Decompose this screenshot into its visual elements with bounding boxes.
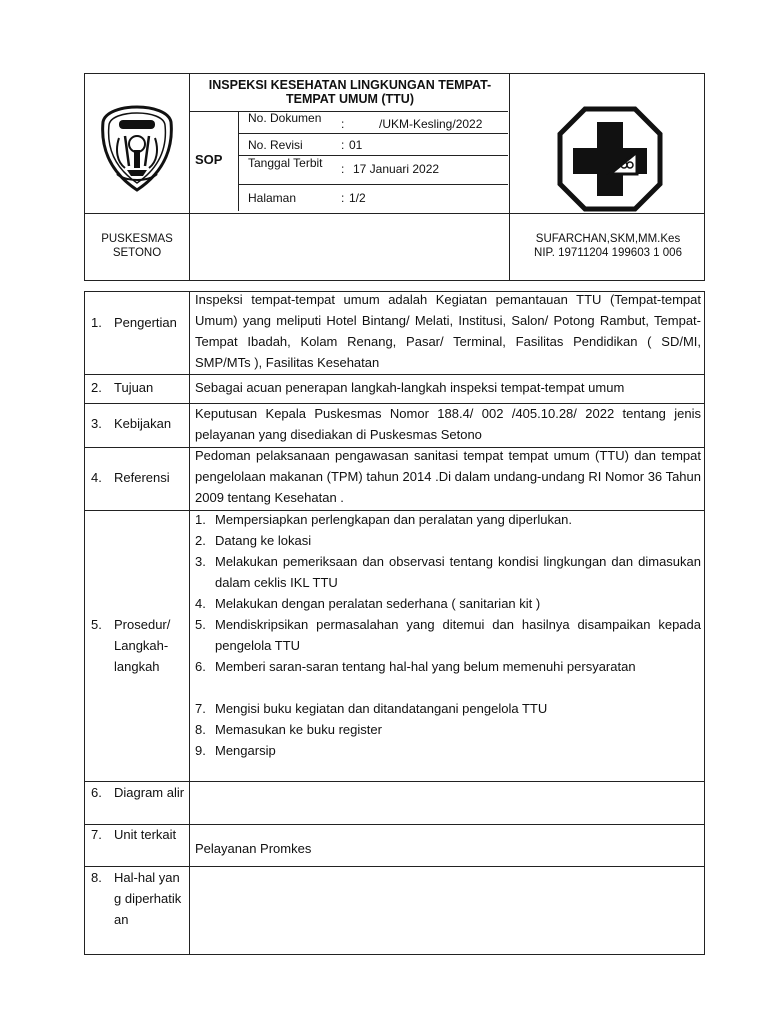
section-number: 8. (91, 870, 102, 885)
section-number: 1. (91, 315, 102, 330)
section-content-related-unit: Pelayanan Promkes (195, 841, 312, 856)
section-number: 7. (91, 827, 102, 842)
meta-value-revision: 01 (349, 138, 363, 152)
meta-separator: : (341, 191, 345, 205)
meta-value-issue-date: 17 Januari 2022 (353, 162, 440, 176)
procedure-step-text: Mengarsip (215, 743, 276, 758)
section-number: 6. (91, 785, 102, 800)
section-title: Pengertian (114, 315, 177, 330)
section-title: Tujuan (114, 380, 154, 395)
signer-name: SUFARCHAN,SKM,MM.Kes (535, 233, 681, 245)
procedure-step-text: Mengisi buku kegiatan dan ditandatangani pengelola TTU (215, 701, 548, 716)
section-title: Kebijakan (114, 416, 172, 431)
section-number: 4. (91, 470, 102, 485)
puskesmas-cross-icon (555, 104, 665, 214)
meta-separator: : (341, 162, 345, 176)
document-title: INSPEKSI KESEHATAN LINGKUNGAN TEMPAT-TEMPAT UMUM (TTU) (208, 78, 492, 106)
meta-label-page: Halaman (248, 191, 297, 205)
section-title: Unit terkait (114, 827, 177, 842)
meta-separator: : (341, 138, 345, 152)
procedure-step-text: Mendiskripsikan permasalahan yang ditemui dan hasilnya disampaikan kepada pengelola TTU (215, 617, 701, 653)
procedure-step-text: Datang ke lokasi (215, 533, 312, 548)
meta-value-page: 1/2 (349, 191, 366, 205)
divider (238, 133, 508, 134)
section-title: Prosedur/ Langkah-langkah (114, 617, 171, 674)
organization-name (85, 232, 189, 260)
section-content-purpose: Sebagai acuan penerapan langkah-langkah inspeksi tempat-tempat umum (195, 380, 625, 395)
signer-block (510, 232, 706, 260)
divider (189, 111, 508, 112)
section-title: Referensi (114, 470, 170, 485)
signer-nip: NIP. 19711204 199603 1 006 (534, 247, 682, 259)
regency-coat-of-arms-icon (97, 104, 177, 194)
procedure-step-text: Melakukan pemeriksaan dan observasi tentang kondisi lingkungan dan dimasukan dalam ceklis IKL TTU (215, 554, 701, 590)
section-title: Hal-hal yang diperhatikan (114, 870, 182, 927)
section-content-reference: Pedoman pelaksanaan pengawasan sanitasi tempat tempat umum (TTU) dan tempat pengelolaan makanan (TPM) tahun 2014 .Di dalam undang-undang RI Nomor 36 Tahun 2009 tentang Kesehatan . (195, 448, 701, 505)
organization-line: PUSKESMAS (101, 233, 173, 245)
procedure-step-text: Memasukan ke buku register (215, 722, 382, 737)
meta-label-issue-date: Tanggal Terbit (248, 156, 323, 170)
meta-label-document-number: No. Dokumen (248, 111, 322, 125)
meta-label-revision: No. Revisi (248, 138, 303, 152)
sop-content-table: 1. Pengertian Inspeksi tempat-tempat umum adalah Kegiatan pemantauan TTU (Tempat-tempat Umum) yang meliputi Hotel Bintang/ Melati, Institusi, Salon/ Potong Rambut, Tempat-Tempat Ibadah, Kolam Renang, Pasar/ Terminal, Fasilitas Pendidikan ( SD/MI, SMP/MTs ), Fasilitas Kesehatan 2. Tujuan Sebagai acuan penerapan langkah-langkah inspeksi tempat-tempat umum 3. Kebijakan Keputusan Kepala Puskesmas Nomor 188.4/ 002 /405.10.28/ 2022 tentang jenis pelayanan yang disediakan di Puskesmas Setono 4. Referensi Pedoman pelaksanaan pengawasan sanitasi tempat tempat umum (TTU) dan tempat pengelolaan makanan (TPM) tahun 2014 .Di dalam undang-undang RI Nomor 36 Tahun 2009 tentang Kesehatan . 5. Prosedur/ Langkah-langkah 1. Mempersiapkan perlengkapan dan peralatan yang diperlukan. 2. Datang ke lokasi 3. Melakukan pemeriksaan dan observasi tentang kondisi lingkungan dan dimasukan dalam ceklis IKL TTU 4. Melakukan dengan peralatan sederhana ( sanitarian kit ) 5. Mendiskripsikan permasalahan yang ditemui dan hasilnya disampaikan kepada pengelola TTU 6. Memberi saran-saran tentang hal-hal yang belum memenuhi persyaratan 7. Mengisi buku kegiatan dan ditandatangani pengelola TTU 8. Memasukan ke buku register 9. Mengarsip 6. Diagram alir 7. Unit terkait Pelayanan Promkes 8. Hal-hal yang diperhatikan (84, 291, 705, 955)
sop-label: SOP (195, 152, 223, 167)
section-title: Diagram alir (114, 785, 185, 800)
section-number: 5. (91, 617, 102, 632)
section-number: 3. (91, 416, 102, 431)
divider (85, 374, 704, 375)
section-content-definition: Inspeksi tempat-tempat umum adalah Kegiatan pemantauan TTU (Tempat-tempat Umum) yang meliputi Hotel Bintang/ Melati, Institusi, Salon/ Potong Rambut, Tempat-Tempat Ibadah, Kolam Renang, Pasar/ Terminal, Fasilitas Pendidikan ( SD/MI, SMP/MTs ), Fasilitas Kesehatan (195, 292, 701, 370)
divider (238, 184, 508, 185)
section-content-policy: Keputusan Kepala Puskesmas Nomor 188.4/ 002 /405.10.28/ 2022 tentang jenis pelayanan yang disediakan di Puskesmas Setono (195, 406, 701, 442)
procedure-step-text: Memberi saran-saran tentang hal-hal yang belum memenuhi persyaratan (215, 659, 636, 674)
divider (238, 111, 239, 211)
meta-value-document-number: /UKM-Kesling/2022 (379, 117, 483, 131)
sop-header (84, 73, 705, 281)
section-number: 2. (91, 380, 102, 395)
procedure-step-text: Mempersiapkan perlengkapan dan peralatan yang diperlukan. (215, 512, 573, 527)
meta-separator: : (341, 117, 345, 131)
organization-line: SETONO (112, 247, 162, 259)
divider (189, 292, 190, 954)
procedure-step-text: Melakukan dengan peralatan sederhana ( sanitarian kit ) (215, 596, 541, 611)
